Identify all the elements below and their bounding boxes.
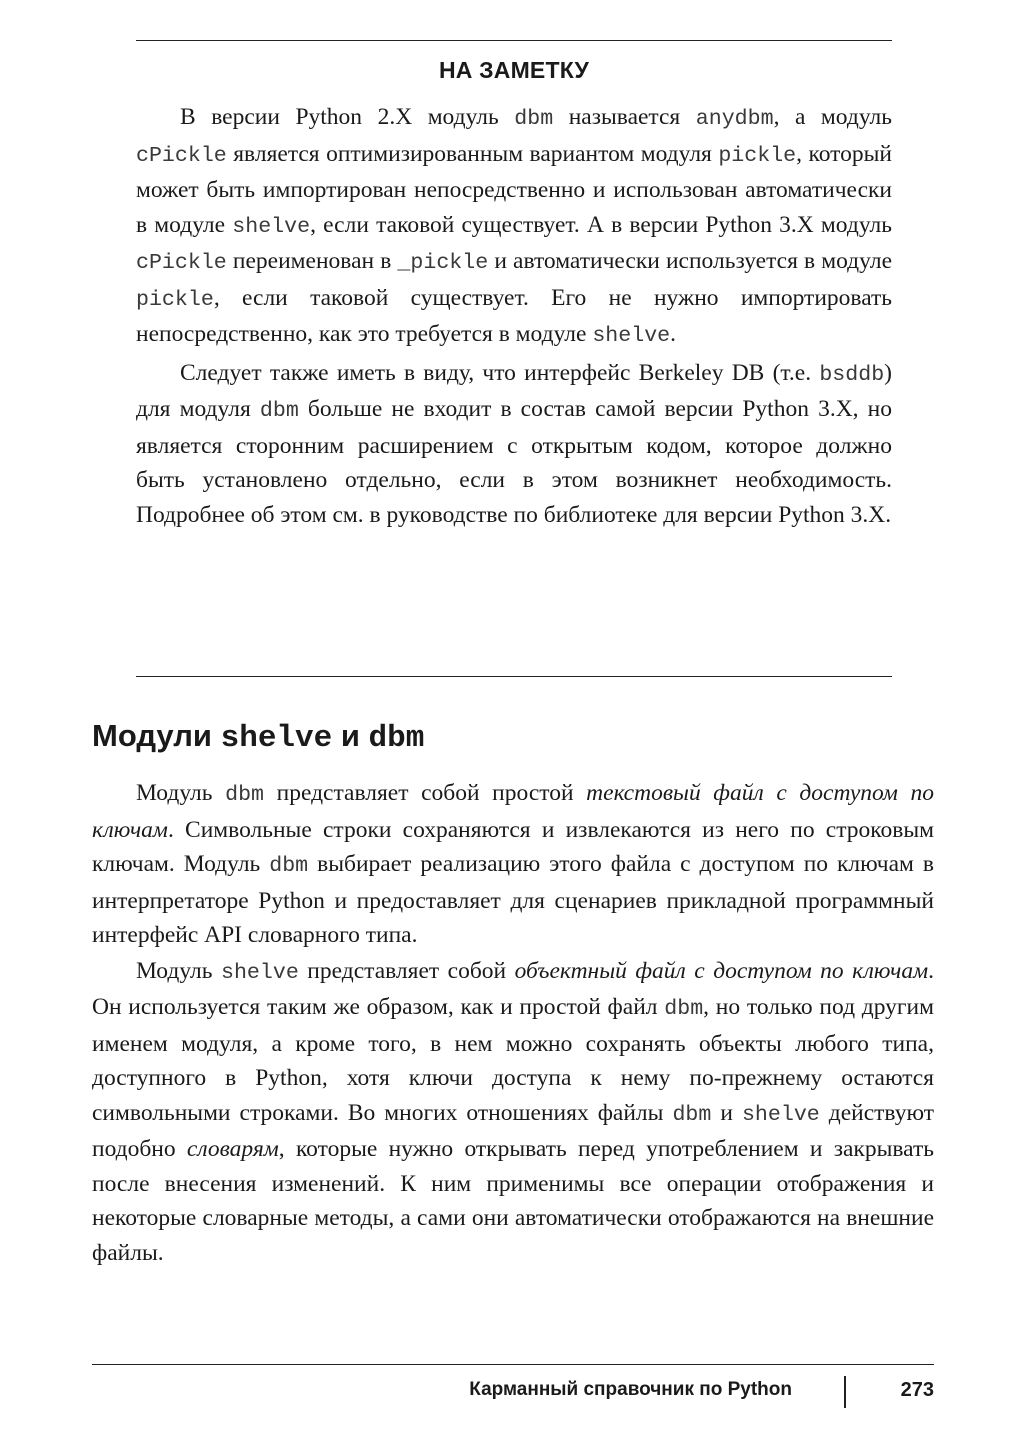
code-cpickle: cPickle (136, 143, 227, 168)
code-shelve: shelve (221, 960, 299, 985)
code-dbm: dbm (259, 399, 299, 423)
code-underscore-pickle: _pickle (397, 251, 489, 275)
code-anydbm: anydbm (695, 107, 774, 131)
code-dbm: dbm (225, 783, 265, 807)
note-paragraph-2: Следует также иметь в виду, что интерфейс Berkeley DB (т.е. bsddb) для модуля dbm больше не входит в состав самой версии Python 3.X, но является сторонним расширением с открытым кодом, которое должно быть установлено отдельно, если в этом возникнет необходимость. Подробнее об этом см. в руководстве по библиотеке для версии Python 3.X. (136, 359, 892, 528)
code-dbm: dbm (514, 107, 554, 131)
note-body (136, 100, 892, 532)
section-body (92, 776, 934, 1270)
code-dbm: dbm (672, 1102, 712, 1127)
body-paragraph-1: Модуль dbm представляет собой простой текстовый файл с доступом по ключам. Символьные строки сохраняются и извлекаются из него по строковым ключам. Модуль dbm выбирает реализацию этого файла с доступом по ключам в интерпретаторе Python и предоставляет для сценариев прикладной программный интерфейс API словарного типа. (92, 780, 934, 948)
body-paragraph-2: Модуль shelve представляет собой объектный файл с доступом по ключам. Он используется таким же образом, как и простой файл dbm, но только под другим именем модуля, а кроме того, в нем можно сохранять объекты любого типа, доступного в Python, хотя ключи доступа к нему по-прежнему остаются символьными строками. Во многих отношениях файлы dbm и shelve действуют подобно словарям, которые нужно открывать перед употреблением и закрывать после внесения изменений. К ним применимы все операции отображения и некоторые словарные методы, а сами они автоматически отображаются на внешние файлы. (92, 957, 934, 1266)
code-shelve: shelve (232, 214, 311, 239)
footer-book-title: Карманный справочник по Python (469, 1379, 792, 1400)
code-pickle: pickle (718, 143, 797, 168)
page-number: 273 (900, 1379, 934, 1401)
heading-code-shelve: shelve (220, 721, 333, 756)
note-box (136, 40, 892, 677)
heading-code-dbm: dbm (368, 721, 425, 756)
page-footer (92, 1364, 934, 1414)
code-dbm: dbm (664, 997, 704, 1021)
emphasis-text-file: текстовый файл с доступом по ключам (92, 780, 934, 843)
code-dbm: dbm (269, 854, 309, 878)
note-bottom-rule (136, 676, 892, 677)
code-shelve: shelve (592, 324, 671, 348)
code-cpickle: cPickle (136, 251, 227, 275)
code-shelve: shelve (741, 1102, 820, 1127)
note-paragraph-1: В версии Python 2.X модуль dbm называется anydbm, а модуль cPickle является оптимизированным вариантом модуля pickle, который может быть импортирован непосредственно и использован автоматически в модуле shelve, если таковой существует. А в версии Python 3.X модуль cPickle переименован в _pickle и автоматически используется в модуле pickle, если таковой существует. Его не нужно импортировать непосредственно, как это требуется в модуле shelve. (136, 104, 893, 348)
emphasis-dictionaries: словарям (186, 1136, 279, 1162)
footer-rule (92, 1364, 934, 1365)
code-bsddb: bsddb (819, 362, 885, 387)
note-title: НА ЗАМЕТКУ (438, 57, 590, 83)
code-pickle: pickle (136, 287, 214, 312)
note-top-rule (136, 40, 892, 41)
emphasis-object-file: объектный файл с доступом по ключам (514, 957, 929, 984)
footer-separator (844, 1376, 846, 1408)
section-heading: Модули shelve и dbm (92, 718, 425, 756)
